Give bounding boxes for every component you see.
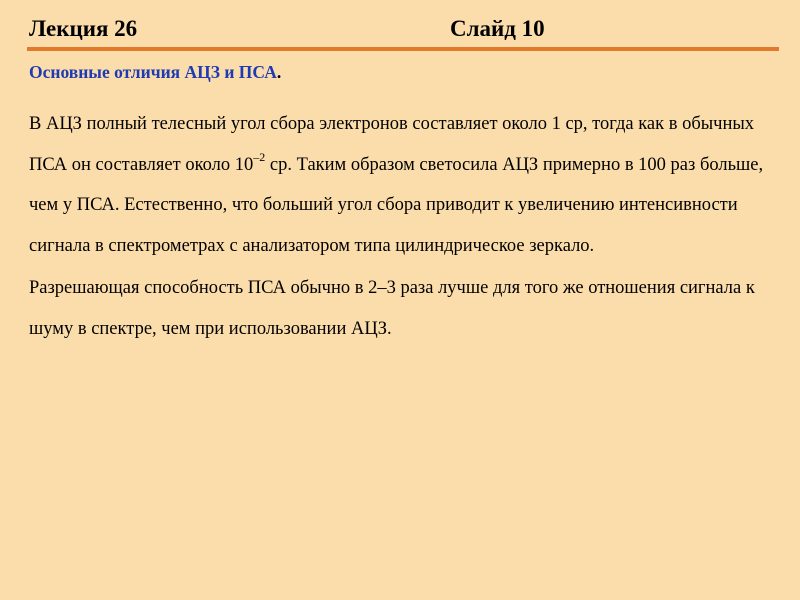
lecture-label: Лекция 26 [29, 16, 138, 41]
slide-body [29, 104, 774, 349]
paragraph-1-text-a: В АЦЗ полный телесный угол сбора электронов составляет около 1 ср, тогда как в обычных ПСА он составляет около 10 [29, 114, 755, 175]
header-divider [27, 47, 779, 51]
paragraph-2: Разрешающая способность ПСА обычно в 2–3 раза лучше для того же отношения сигнала к шуму в спектре, чем при использовании АЦЗ. [29, 278, 755, 339]
slide-number-label: Слайд 10 [450, 16, 545, 41]
slide-header [29, 14, 789, 44]
slide-heading-period: . [276, 62, 282, 82]
slide-heading-title: Основные отличия АЦЗ и ПСА [29, 62, 277, 82]
slide-heading [29, 60, 281, 84]
paragraph-1-text-b: ср. Таким образом светосила АЦЗ примерно в 100 раз больше, чем у ПСА. Естественно, что больший угол сбора приводит к увеличению интенсивности сигнала в спектрометрах с анализатором типа цилиндрическое зеркало. [29, 154, 764, 256]
paragraph-1 [29, 104, 774, 266]
paragraph-1-exponent: –2 [253, 150, 266, 165]
